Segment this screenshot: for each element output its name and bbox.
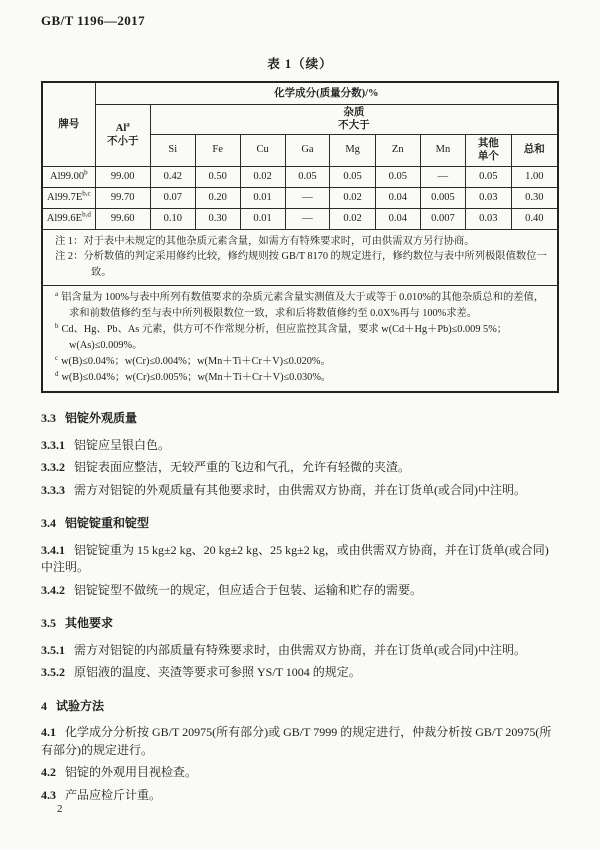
brand-footnote-mark: b <box>84 168 88 177</box>
table-footnotes <box>42 286 558 393</box>
impurity-header <box>150 104 558 134</box>
col-header-si: Si <box>150 134 195 166</box>
table-cell: 99.00 <box>95 166 150 187</box>
table-row <box>42 166 558 187</box>
table-cell: 0.40 <box>511 208 558 229</box>
chem-composition-header: 化学成分(质量分数)/% <box>95 82 558 104</box>
table-cell: 0.02 <box>330 208 375 229</box>
section-heading-4: 4 试验方法 <box>41 698 105 713</box>
table-cell: 0.20 <box>195 187 240 208</box>
al-footnote-mark: a <box>126 120 130 129</box>
composition-table <box>41 81 559 393</box>
section-heading-3-4: 3.4 铝锭锭重和锭型 <box>41 516 150 530</box>
table-cell: 0.10 <box>150 208 195 229</box>
clause-4-1: 4.1 化学成分分析按 GB/T 20975(所有部分)或 GB/T 7999 的规定进行，仲裁分析按 GB/T 20975(所有部分)的规定进行。 <box>41 725 552 757</box>
body-text <box>41 410 559 804</box>
footnote-mark-b: b <box>55 321 59 330</box>
clause-4-2: 4.2 铝锭的外观用目视检查。 <box>41 765 198 779</box>
table-cell: 0.05 <box>330 166 375 187</box>
section-heading-3-3: 3.3 铝锭外观质量 <box>41 411 138 425</box>
brand-cell: $Al99.7E^{b,c}$ <box>42 187 95 208</box>
col-header-total: 总和 <box>511 134 558 166</box>
table-cell: 0.05 <box>375 166 420 187</box>
table-cell: — <box>285 187 330 208</box>
table-cell: 0.007 <box>420 208 465 229</box>
table-cell: 0.05 <box>285 166 330 187</box>
table-cell: — <box>420 166 465 187</box>
table-cell: 0.03 <box>466 208 511 229</box>
clause-3-4-2: 3.4.2 铝锭锭型不做统一的规定，但应适合于包装、运输和贮存的需要。 <box>41 582 423 597</box>
page-number: 2 <box>57 803 63 815</box>
table-cell: 0.50 <box>195 166 240 187</box>
not-greater-label: 不大于 <box>338 120 370 131</box>
table-row <box>42 208 558 229</box>
clause-3-5-1: 3.5.1 需方对铝锭的内部质量有特殊要求时，由供需双方协商，并在订货单(或合同)中注明。 <box>41 642 526 657</box>
table-cell: 0.01 <box>240 187 285 208</box>
col-header-brand: 牌号 <box>42 82 95 166</box>
impurity-label: 杂质 <box>343 106 365 118</box>
table-note-1: 注 1：对于表中未规定的其他杂质元素含量，如需方有特殊要求时，可由供需双方另行协商。 <box>55 235 475 247</box>
clause-3-3-2: 3.3.2 铝锭表面应整洁，无较严重的飞边和气孔，允许有轻微的夹渣。 <box>41 460 411 474</box>
table-cell: 0.42 <box>150 166 195 187</box>
col-header-mn: Mn <box>420 134 465 166</box>
clause-3-3-1: 3.3.1 铝锭应呈银白色。 <box>41 437 171 452</box>
brand-cell: $Al99.6E^{b,d}$ <box>42 208 95 229</box>
table-footnote-d: $^d$ w(B)≤0.04%；w(Cr)≤0.005%；w(Mn＋Ti＋Cr＋V)≤0.030%。 <box>55 369 332 383</box>
clause-3-4-1: 3.4.1 铝锭锭重为 15 kg±2 kg、20 kg±2 kg、25 kg±2 kg，或由供需双方协商，并在订货单(或合同)中注明。 <box>41 542 549 574</box>
al-label: Al$^a$ <box>115 120 130 134</box>
col-header-mg: Mg <box>330 134 375 166</box>
table-cell: 0.005 <box>420 187 465 208</box>
table-cell: 0.01 <box>240 208 285 229</box>
table-cell: 0.30 <box>195 208 240 229</box>
table-cell: — <box>285 208 330 229</box>
table-footnote-a: $^a$ 铝含量为 100%与表中所列有数值要求的杂质元素含量实测值及大于或等于 0.010%的其他杂质总和的差值，求和前数值修约至与表中所列极限数位一致，求和后将数值修约至 0.0X%再与 100%求差。 <box>55 289 545 319</box>
section-heading-3-5: 3.5 其他要求 <box>41 616 114 630</box>
footnote-mark-d: d <box>55 369 59 378</box>
table-note-2: 注 2：分析数值的判定采用修约比较，修约规则按 GB/T 8170 的规定进行，修约数位与表中所列极限值数位一致。 <box>55 251 547 278</box>
col-header-cu: Cu <box>240 134 285 166</box>
table-cell: 0.05 <box>466 166 511 187</box>
brand-footnote-mark: b,c <box>82 189 91 198</box>
table-cell: 1.00 <box>511 166 558 187</box>
col-header-zn: Zn <box>375 134 420 166</box>
table-footnote-b: $^b$ Cd、Hg、Pb、As 元素，供方可不作常规分析，但应监控其含量，要求 w(Cd＋Hg＋Pb)≤0.009 5%；w(As)≤0.009%。 <box>55 321 508 351</box>
clause-3-5-2: 3.5.2 原铝液的温度、夹渣等要求可参照 YS/T 1004 的规定。 <box>41 665 361 679</box>
table-cell: 0.07 <box>150 187 195 208</box>
brand-cell: Al99.00$^b$ <box>42 166 95 187</box>
table-cell: 0.03 <box>466 187 511 208</box>
col-header-al <box>95 104 150 166</box>
table-cell: 99.70 <box>95 187 150 208</box>
table-caption: 表 1（续） <box>267 57 333 71</box>
table-cell: 0.02 <box>240 166 285 187</box>
clause-3-3-3: 3.3.3 需方对铝锭的外观质量有其他要求时，由供需双方协商，并在订货单(或合同)中注明。 <box>41 482 526 497</box>
table-cell: 0.30 <box>511 187 558 208</box>
table-cell: 0.04 <box>375 187 420 208</box>
table-row <box>42 187 558 208</box>
doc-code: GB/T 1196—2017 <box>41 13 145 28</box>
al-min-label: 不小于 <box>106 136 139 147</box>
footnote-mark-c: c <box>55 353 59 362</box>
table-footnote-c: $^c$ w(B)≤0.04%；w(Cr)≤0.004%；w(Mn＋Ti＋Cr＋V)≤0.020%。 <box>55 353 331 367</box>
table-cell: 0.04 <box>375 208 420 229</box>
footnote-mark-a: a <box>55 289 59 298</box>
table-cell: 99.60 <box>95 208 150 229</box>
table-cell: 0.02 <box>330 187 375 208</box>
brand-footnote-mark: b,d <box>82 210 91 219</box>
col-header-fe: Fe <box>195 134 240 166</box>
table-notes <box>42 229 558 286</box>
col-header-other-single: 其他 单个 <box>466 134 511 166</box>
col-header-ga: Ga <box>285 134 330 166</box>
clause-4-3: 4.3 产品应检斤计重。 <box>41 787 162 802</box>
